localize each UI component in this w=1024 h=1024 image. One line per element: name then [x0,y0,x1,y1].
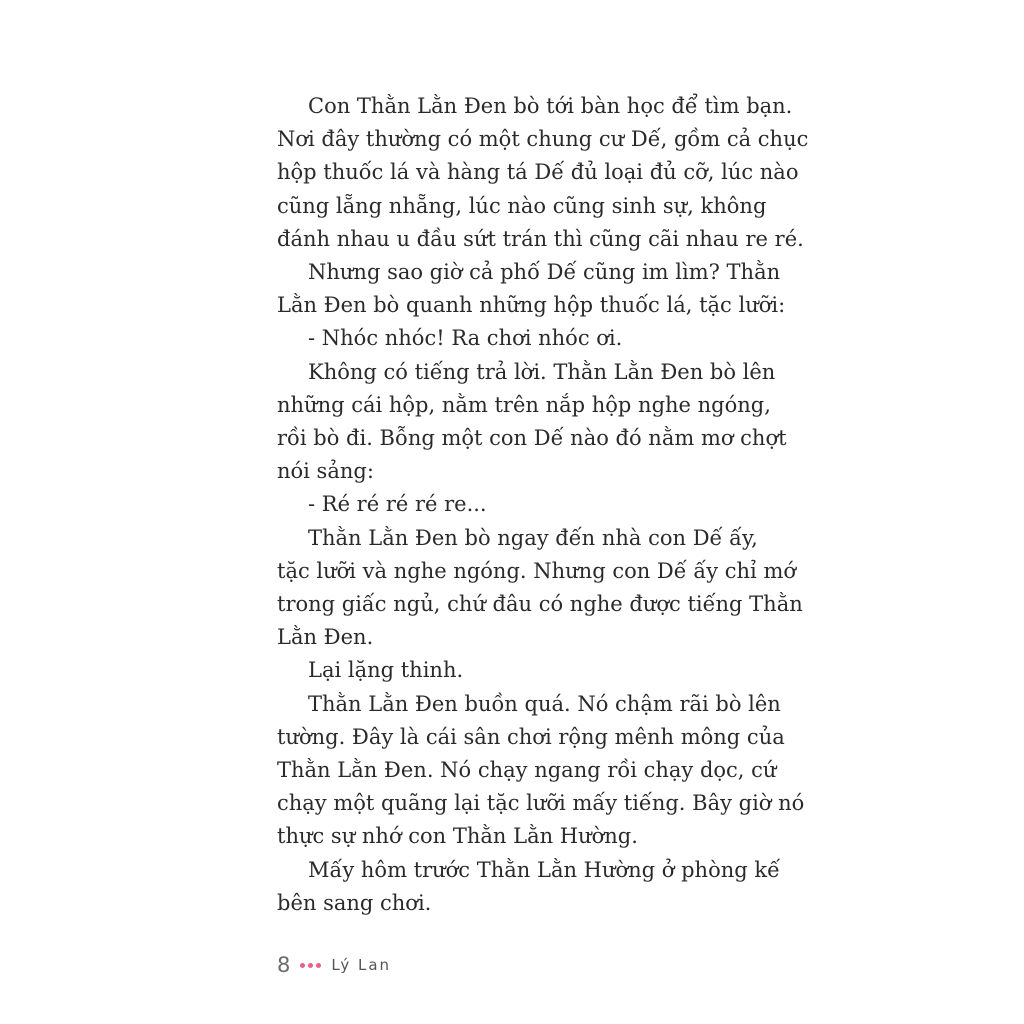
paragraph [277,654,743,687]
text-line: hộp thuốc lá và hàng tá Dế đủ loại đủ cỡ, lúc nào [277,160,799,185]
author-name: Lý Lan [331,956,392,974]
text-line: - Ré ré ré ré re... [308,492,487,517]
body-text [277,90,809,920]
text-line: thực sự nhớ con Thằn Lằn Hường. [277,824,638,849]
page-number: 8 [277,953,291,977]
dot [308,963,313,968]
text-line: - Nhóc nhóc! Ra chơi nhóc ơi. [308,326,623,351]
text-line: Nhưng sao giờ cả phố Dế cũng im lìm? Thằn [308,260,781,285]
text-line: Lằn Đen bò quanh những hộp thuốc lá, tặc lưỡi: [277,293,786,318]
text-line: Thằn Lằn Đen bò ngay đến nhà con Dế ấy, [308,525,758,550]
text-line: Không có tiếng trả lời. Thằn Lằn Đen bò lên [308,359,776,384]
paragraph [277,356,787,489]
paragraph [277,522,803,655]
dot [300,963,305,968]
text-line: rồi bò đi. Bỗng một con Dế nào đó nằm mơ chợt [277,426,787,451]
text-line: đánh nhau u đầu sứt trán thì cũng cãi nhau re ré. [277,226,804,251]
text-line: Thằn Lằn Đen buồn quá. Nó chậm rãi bò lên [308,691,781,716]
text-line: Mấy hôm trước Thằn Lằn Hường ở phòng kế [308,857,781,882]
paragraph [277,854,781,920]
text-line: Con Thằn Lằn Đen bò tới bàn học để tìm bạn. [308,94,793,118]
text-line: Lại lặng thinh. [308,658,464,683]
text-line: Lằn Đen. [277,625,374,650]
paragraph [277,488,743,521]
text-line: chạy một quãng lại tặc lưỡi mấy tiếng. Bây giờ nó [277,791,805,816]
ornament-dots-icon [300,963,321,968]
text-line: nói sảng: [277,459,374,484]
text-line: những cái hộp, nằm trên nắp hộp nghe ngóng, [277,392,771,417]
dot [316,963,321,968]
paragraph [277,322,743,355]
text-line: bên sang chơi. [277,890,432,915]
text-line: trong giấc ngủ, chứ đâu có nghe được tiếng Thằn [277,592,803,617]
paragraph [277,256,786,322]
text-line: tặc lưỡi và nghe ngóng. Nhưng con Dế ấy chỉ mớ [277,558,797,583]
text-line: Thằn Lằn Đen. Nó chạy ngang rồi chạy dọc, cứ [277,758,777,783]
text-line: cũng lẵng nhẵng, lúc nào cũng sinh sự, không [277,193,767,218]
paragraph [277,688,805,854]
text-line: tường. Đây là cái sân chơi rộng mênh mông của [277,724,785,749]
page-footer [277,948,391,982]
text-line: Nơi đây thường có một chung cư Dế, gồm cả chục [277,127,809,152]
paragraph [277,90,809,256]
